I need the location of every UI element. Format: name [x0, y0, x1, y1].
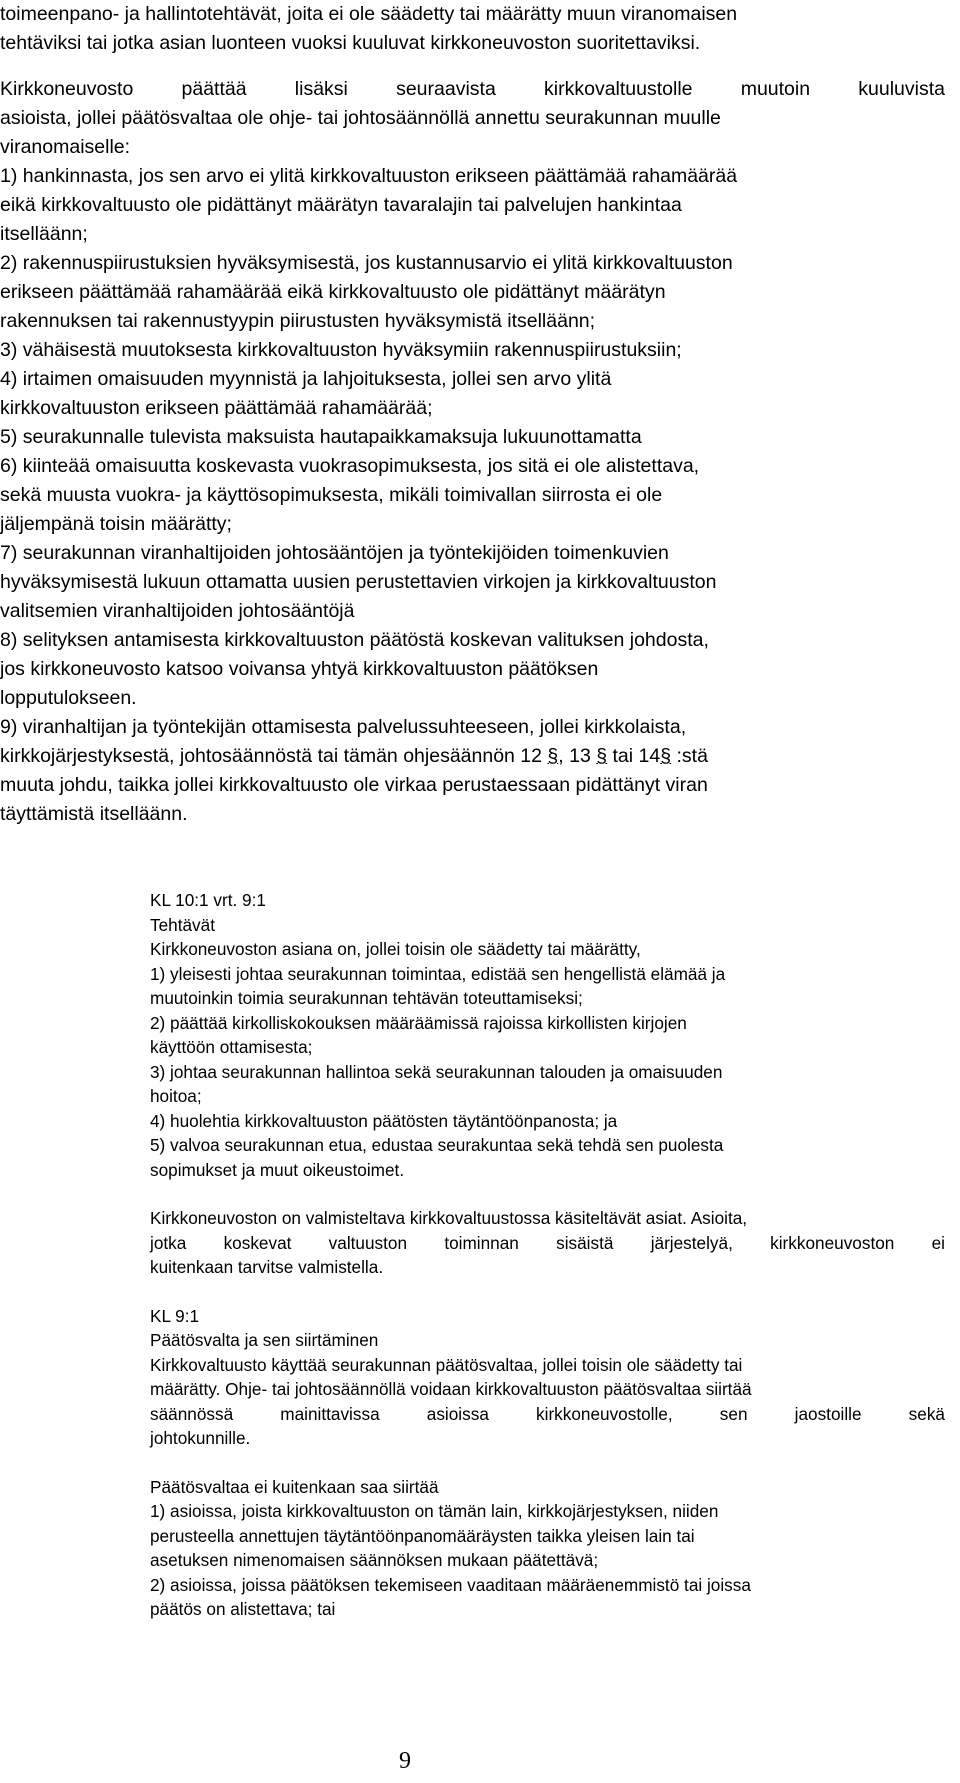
text-line: asetuksen nimenomaisen säännöksen mukaan päätettävä;	[150, 1550, 599, 1570]
text-line: valitsemien viranhaltijoiden johtosääntöjä	[0, 600, 355, 622]
intro-paragraph	[0, 0, 945, 58]
text-line: jäljempänä toisin määrätty;	[0, 513, 232, 535]
list-item: 6) kiinteää omaisuutta koskevasta vuokrasopimuksesta, jos sitä ei ole alistettava,	[0, 455, 700, 477]
text-fragment: , 13	[558, 745, 597, 767]
text-line: sopimukset ja muut oikeustoimet.	[150, 1159, 405, 1180]
list-item: 8) selityksen antamisesta kirkkovaltuuston päätöstä koskevan valituksen johdosta,	[0, 629, 709, 651]
text-line: Kirkkovaltuusto käyttää seurakunnan päätösvaltaa, jollei toisin ole säädetty tai	[150, 1354, 743, 1375]
text-line: hoitoa;	[150, 1086, 202, 1106]
text-line: käyttöön ottamisesta;	[150, 1037, 313, 1057]
text-line: johtokunnille.	[150, 1428, 251, 1448]
text-fragment: kirkkojärjestyksestä, johtosäännöstä tai tämän ohjesäännön 12	[0, 745, 548, 767]
section-heading: Päätösvaltaa ei kuitenkaan saa siirtää	[150, 1476, 439, 1497]
text-line: kirkkovaltuuston erikseen päättämää rahamäärää;	[0, 397, 433, 419]
text-line: muutoinkin toimia seurakunnan tehtävän toteuttamiseksi;	[150, 988, 583, 1008]
text-line: itselläänn;	[0, 223, 88, 245]
list-item: 7) seurakunnan viranhaltijoiden johtosääntöjen ja työntekijöiden toimenkuvien	[0, 542, 669, 564]
text-line: rakennuksen tai rakennustyypin piirustusten hyväksymistä itselläänn;	[0, 310, 596, 332]
law-quote-section	[150, 888, 945, 1646]
text-line: viranomaiselle:	[0, 136, 131, 158]
quote-kl-9-1	[150, 1304, 945, 1451]
text-line: asioista, jollei päätösvaltaa ole ohje- tai johtosäännöllä annettu seurakunnan muulle	[0, 107, 721, 129]
text-line: tehtäviksi tai jotka asian luonteen vuoksi kuuluvat kirkkoneuvoston suoritettaviksi.	[0, 32, 701, 54]
list-item: 5) valvoa seurakunnan etua, edustaa seurakuntaa sekä tehdä sen puolesta	[150, 1135, 724, 1155]
text-line: toimeenpano- ja hallintotehtävät, joita ei ole säädetty tai määrätty muun viranomaisen	[0, 3, 738, 25]
quote-kl-10-1	[150, 888, 945, 1182]
text-line: jotka koskevat valtuuston toiminnan sisäistä järjestelyä, kirkkoneuvoston ei	[150, 1232, 945, 1253]
list-item: 3) johtaa seurakunnan hallintoa sekä seurakunnan talouden ja omaisuuden	[150, 1061, 723, 1082]
list-item: 3) vähäisestä muutoksesta kirkkovaltuuston hyväksymiin rakennuspiirustuksiin;	[0, 339, 682, 361]
text-line: eikä kirkkovaltuusto ole pidättänyt määrätyn tavaralajin tai palvelujen hankintaa	[0, 194, 682, 216]
list-item: 2) asioissa, joissa päätöksen tekemiseen vaaditaan määräenemmistö tai joissa	[150, 1574, 751, 1595]
list-item: 5) seurakunnalle tulevista maksuista hautapaikkamaksuja lukuunottamatta	[0, 426, 642, 448]
section-heading: Päätösvalta ja sen siirtäminen	[150, 1330, 379, 1350]
text-line: erikseen päättämää rahamäärää eikä kirkkovaltuusto ole pidättänyt määrätyn	[0, 281, 666, 303]
law-reference: KL 10:1 vrt. 9:1	[150, 890, 266, 910]
section-sign: §	[660, 745, 672, 767]
text-line: Kirkkoneuvosto päättää lisäksi seuraavista kirkkovaltuustolle muutoin kuuluvista	[0, 78, 945, 100]
list-item: 1) asioissa, joista kirkkovaltuuston on tämän lain, kirkkojärjestyksen, niiden	[150, 1501, 719, 1521]
text-line: sekä muusta vuokra- ja käyttösopimuksesta, mikäli toimivallan siirrosta ei ole	[0, 484, 663, 506]
text-line	[0, 742, 945, 771]
list-item: 1) yleisesti johtaa seurakunnan toimintaa, edistää sen hengellistä elämää ja	[150, 963, 726, 984]
quote-restrictions	[150, 1475, 945, 1622]
text-line: Kirkkoneuvoston on valmisteltava kirkkovaltuustossa käsiteltävät asiat. Asioita,	[150, 1208, 748, 1228]
text-line: jos kirkkoneuvosto katsoo voivansa yhtyä kirkkovaltuuston päätöksen	[0, 658, 599, 680]
text-line: kuitenkaan tarvitse valmistella.	[150, 1257, 384, 1277]
page-number: 9	[399, 1748, 411, 1774]
section-heading: Tehtävät	[150, 914, 215, 935]
law-reference: KL 9:1	[150, 1305, 200, 1326]
text-line: täyttämistä itselläänn.	[0, 803, 188, 825]
list-item: 4) irtaimen omaisuuden myynnistä ja lahjoituksesta, jollei sen arvo ylitä	[0, 368, 612, 390]
decision-list-paragraph	[0, 75, 945, 829]
text-line: säännössä mainittavissa asioissa kirkkoneuvostolle, sen jaostoille sekä	[150, 1403, 945, 1424]
list-item: 2) rakennuspiirustuksien hyväksymisestä, jos kustannusarvio ei ylitä kirkkovaltuuston	[0, 252, 733, 274]
text-fragment: tai 14	[607, 745, 661, 767]
section-sign: §	[547, 745, 559, 767]
list-item: 1) hankinnasta, jos sen arvo ei ylitä kirkkovaltuuston erikseen päättämää rahamäärää	[0, 165, 738, 187]
text-line: päätös on alistettava; tai	[150, 1599, 336, 1619]
text-line: määrätty. Ohje- tai johtosäännöllä voidaan kirkkovaltuuston päätösvaltaa siirtää	[150, 1379, 752, 1399]
text-line: lopputulokseen.	[0, 687, 137, 709]
section-sign: §	[596, 745, 608, 767]
text-line: hyväksymisestä lukuun ottamatta uusien perustettavien virkojen ja kirkkovaltuuston	[0, 571, 717, 593]
text-line: muuta johdu, taikka jollei kirkkovaltuusto ole virkaa perustaessaan pidättänyt viran	[0, 774, 708, 796]
list-item: 9) viranhaltijan ja työntekijän ottamisesta palvelussuhteeseen, jollei kirkkolaista,	[0, 716, 687, 738]
text-line: Kirkkoneuvoston asiana on, jollei toisin ole säädetty tai määrätty,	[150, 939, 641, 959]
text-line: perusteella annettujen täytäntöönpanomääräysten taikka yleisen lain tai	[150, 1525, 695, 1546]
text-fragment: :stä	[671, 745, 708, 767]
quote-preparation	[150, 1206, 945, 1280]
list-item: 2) päättää kirkolliskokouksen määräämissä rajoissa kirkollisten kirjojen	[150, 1012, 687, 1033]
list-item: 4) huolehtia kirkkovaltuuston päätösten täytäntöönpanosta; ja	[150, 1110, 618, 1131]
main-text	[0, 0, 945, 829]
